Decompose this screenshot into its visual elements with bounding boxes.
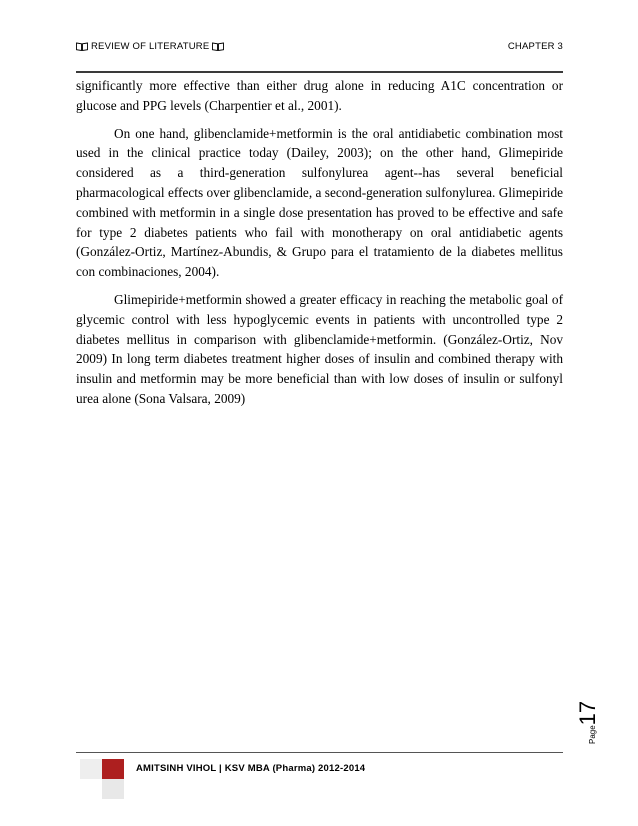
footer-decoration (80, 759, 102, 779)
paragraph: On one hand, glibenclamide+metformin is the oral antidiabetic combination most used in the clinical practice today (Dailey, 2003); on the other hand, Glimepiride considered as a third-generation sulfonylurea agent--has several beneficial pharmacological effects over glibenclamide, a second-generation sulfonylurea. Glimepiride combined with metformin in a single dose presentation has proved to be effective and safe for type 2 diabetes patients who fail with monotherapy on oral antidiabetic agents (González-Ortiz, Martínez-Abundis, & Grupo para el tratamiento de la diabetes mellitus con combinaciones, 2004). (76, 125, 563, 280)
paragraph: Glimepiride+metformin showed a greater efficacy in reaching the metabolic goal of glycemic control with less hypoglycemic events in patients with uncontrolled type 2 diabetes mellitus in comparison with glibenclamide+metformin. (González-Ortiz, Nov 2009) In long term diabetes treatment higher doses of insulin and combined therapy with insulin and metformin may be more beneficial than with low doses of insulin or sulfonyl urea alone (Sona Valsara, 2009) (76, 291, 563, 406)
open-book-icon (76, 42, 88, 51)
header-left (76, 41, 224, 52)
open-book-icon (212, 42, 224, 51)
footer-decoration (102, 779, 124, 799)
footer-accent-square (102, 759, 124, 779)
footer-divider (76, 752, 563, 753)
page-number-value: 17 (575, 700, 600, 726)
chapter-label: CHAPTER 3 (507, 41, 563, 52)
page-header (76, 41, 563, 57)
footer-text: AMITSINH VIHOL | KSV MBA (Pharma) 2012-2014 (136, 763, 366, 774)
body-text (76, 76, 563, 417)
page-label: Page (588, 725, 597, 744)
header-divider (76, 71, 563, 73)
page-number (575, 684, 603, 744)
paragraph: significantly more effective than either drug alone in reducing A1C concentration or glucose and PPG levels (Charpentier et al., 2001). (76, 78, 563, 113)
section-title: REVIEW OF LITERATURE (91, 41, 210, 52)
